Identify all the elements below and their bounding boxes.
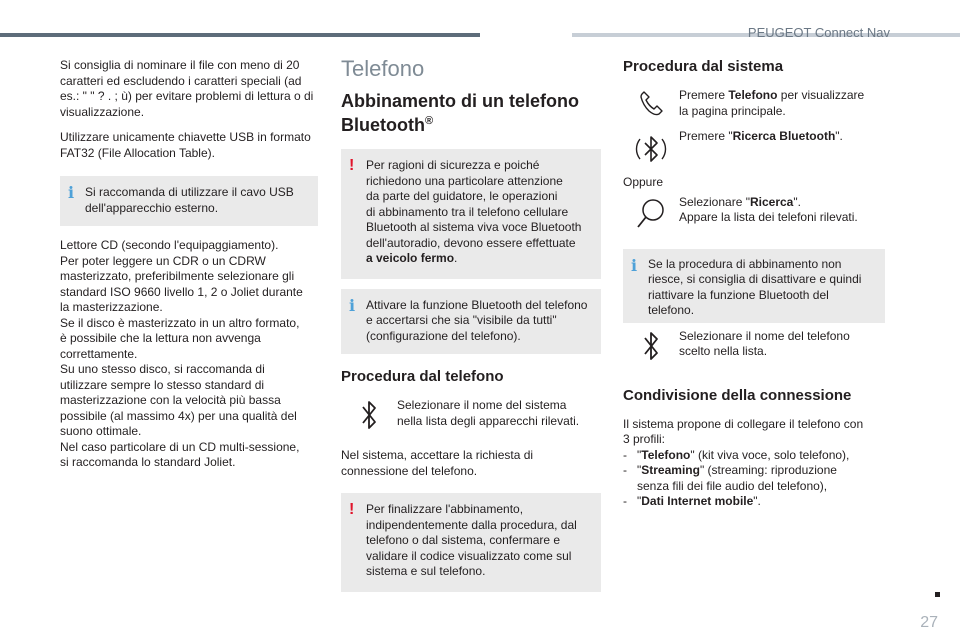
bluetooth-icon (341, 398, 397, 432)
list-dash: - (623, 494, 627, 508)
safety-warning-end: . (454, 251, 458, 265)
column-3 (623, 58, 885, 510)
oppure-label: Oppure (623, 175, 664, 189)
list-text-post: " (kit viva voce, solo telefono), (690, 447, 850, 462)
magnifier-icon (623, 195, 679, 233)
list-text-pre: " (637, 494, 642, 508)
connection-sharing-heading: Condivisione della connessione (623, 386, 852, 404)
retry-pairing-note (623, 249, 885, 323)
list-dash: - (623, 447, 627, 462)
system-step-bluetooth-search (623, 129, 885, 169)
usb-cable-note (60, 176, 318, 226)
end-marker (935, 592, 940, 597)
list-text-bold: Telefono (641, 447, 691, 462)
bluetooth-visibility-note (341, 289, 601, 355)
retry-pairing-text: Se la procedura di abbinamento non riesce, si consiglia di disattivare e quindi riattivare la funzione Bluetooth del telefono. (648, 256, 862, 317)
list-item (623, 463, 885, 494)
safety-warning-bold: a veicolo fermo (366, 251, 455, 265)
usb-cable-note-text: Si raccomanda di utilizzare il cavo USB dell'apparecchio esterno. (85, 185, 294, 215)
column-2 (341, 56, 601, 592)
profiles-intro-paragraph: Il sistema propone di collegare il telefono con 3 profili: (623, 416, 864, 446)
list-dash: - (623, 463, 627, 477)
bluetooth-pairing-heading (341, 91, 601, 135)
section-title: Telefono (341, 56, 425, 81)
column-1 (60, 58, 318, 471)
safety-warning-text (366, 158, 591, 267)
phone-step-select-system (341, 398, 601, 432)
list-item (623, 448, 885, 464)
bluetooth-icon (623, 329, 679, 363)
confirm-code-text: Per finalizzare l'abbinamento, indipendentemente dalla procedura, dal telefono o dal sistema, confermare e validare il codice visualizzato come sul sistema e sul telefono. (366, 502, 577, 578)
step-text-bold: Telefono (728, 88, 778, 102)
page-number: 27 (920, 614, 938, 631)
system-step-phone-text (679, 88, 885, 119)
step-text-post: per visualizzare la pagina principale. (679, 88, 865, 118)
usb-format-paragraph: Utilizzare unicamente chiavette USB in formato FAT32 (File Allocation Table). (60, 130, 311, 160)
step-text-pre: Premere " (679, 129, 733, 143)
header-title: PEUGEOT Connect Nav (747, 25, 890, 40)
system-step-select-phone-text: Selezionare il nome del telefono scelto nella lista. (679, 328, 850, 358)
info-icon: i (349, 295, 356, 315)
confirm-code-note (341, 493, 601, 592)
list-text-pre: " (637, 463, 642, 477)
warning-icon: ! (349, 157, 355, 174)
usb-filename-paragraph: Si consiglia di nominare il file con meno di 20 caratteri ed escludendo i caratteri speciali (ad es.: " " ? . ; ù) per evitare problemi di lettura o di visualizzazione. (60, 58, 314, 119)
info-icon: i (68, 183, 75, 202)
step-text-pre: Selezionare " (679, 194, 750, 209)
system-step-search-text (679, 195, 885, 226)
system-step-select-phone (623, 329, 885, 363)
list-text-post: ". (753, 494, 761, 508)
step-text-post: ". (835, 129, 843, 143)
info-icon: i (631, 255, 638, 275)
bluetooth-search-icon (623, 129, 679, 169)
phone-step-select-system-text: Selezionare il nome del sistema nella lista degli apparecchi rilevati. (397, 398, 580, 428)
safety-warning-note (341, 149, 601, 279)
step-text-pre: Premere (679, 88, 729, 102)
system-step-bluetooth-search-text (679, 129, 885, 145)
cd-player-paragraph: Lettore CD (secondo l'equipaggiamento). Per poter leggere un CDR o un CDRW masterizzato, preferibilmente selezionare gli standard ISO 9660 livello 1, 2 o Joliet durante la masterizzazione. Se il disco è masterizzato in un altro formato, è possibile che la lettura non avvenga correttamente. Su uno stesso disco, si raccomanda di utilizzare sempre lo stesso standard di masterizzazione con la velocità più bassa possibile (al massimo 4x) per una qualità del suono ottimale. Nel caso particolare di un CD multi-sessione, si raccomanda lo standard Joliet. (60, 238, 303, 469)
bluetooth-pairing-heading-text: Abbinamento di un telefono Bluetooth (341, 91, 579, 135)
list-text-post: " (streaming: riproduzione senza fili dei file audio del telefono), (637, 463, 837, 493)
list-text-bold: Streaming (641, 463, 700, 477)
system-procedure-heading: Procedura dal sistema (623, 58, 784, 75)
system-step-phone (623, 88, 885, 119)
list-item (623, 494, 885, 510)
phone-procedure-heading: Procedura dal telefono (341, 368, 504, 385)
phone-handset-icon (623, 88, 679, 118)
step-text-bold: Ricerca Bluetooth (732, 129, 836, 143)
list-text-bold: Dati Internet mobile (641, 494, 754, 508)
profiles-list (623, 448, 885, 510)
step-text-post: ". Appare la lista dei telefoni rilevati. (679, 194, 858, 224)
registered-mark: ® (424, 115, 434, 127)
accept-connection-paragraph: Nel sistema, accettare la richiesta di connessione del telefono. (341, 448, 534, 478)
bluetooth-visibility-text: Attivare la funzione Bluetooth del telefono e accertarsi che sia "visibile da tutti" (configurazione del telefono). (366, 297, 588, 343)
list-text-pre: " (637, 447, 642, 462)
safety-warning-body: Per ragioni di sicurezza e poiché richiedono una particolare attenzione da parte del guidatore, le operazioni di abbinamento tra il telefono cellulare Bluetooth al sistema viva voce Bluetooth dell'autoradio, devono essere effettuate (366, 158, 582, 250)
step-text-bold: Ricerca (749, 194, 794, 209)
system-step-search (623, 195, 885, 233)
warning-icon: ! (349, 501, 355, 518)
header-rule-dark (0, 33, 480, 37)
